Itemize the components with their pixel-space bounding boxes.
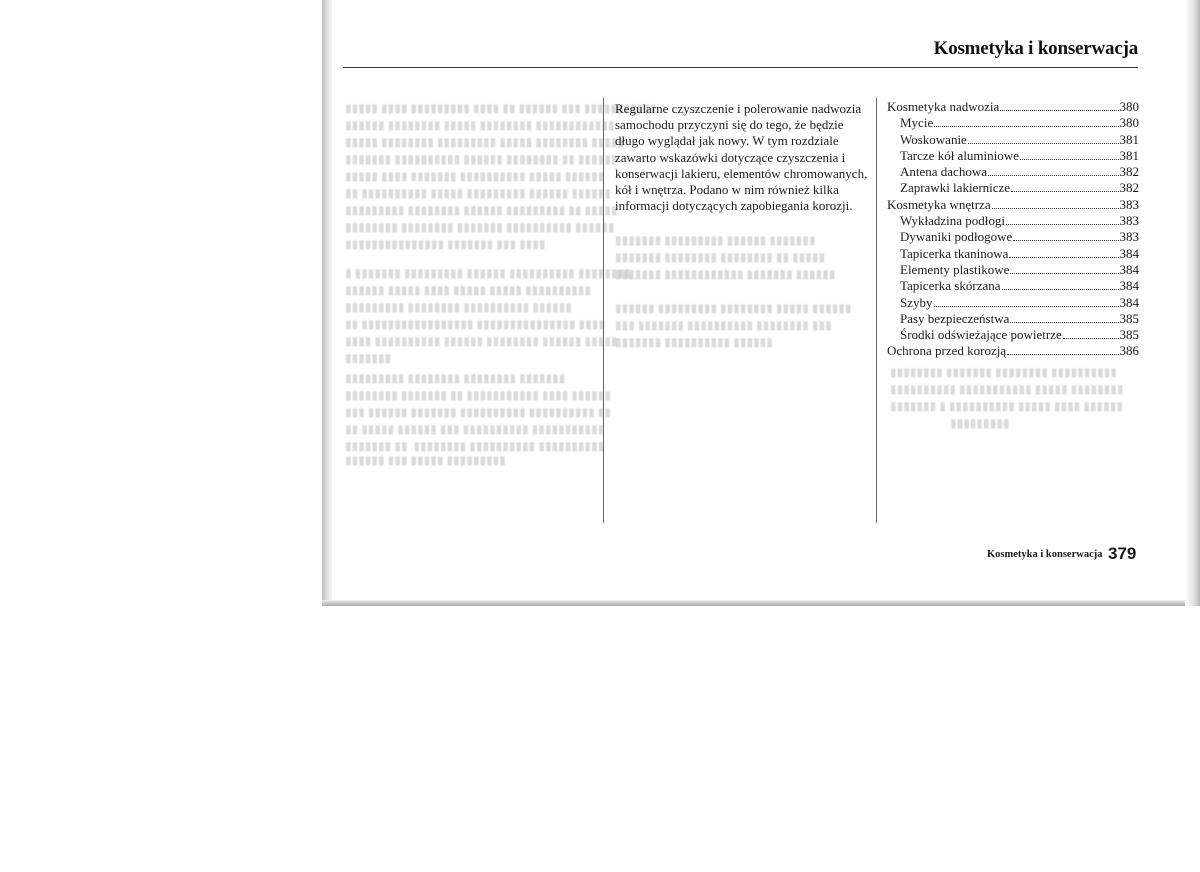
- toc-entry-label: Wykładzina podłogi: [900, 213, 1005, 229]
- toc-entry[interactable]: [887, 180, 1139, 196]
- toc-entry-label: Antena dachowa: [900, 164, 987, 180]
- page-number: 379: [1108, 544, 1137, 563]
- toc-leader-dots: [992, 208, 1119, 209]
- toc-entry[interactable]: [887, 311, 1139, 327]
- toc-entry-label: Elementy plastikowe: [900, 261, 1010, 277]
- toc-entry-page: 383: [1119, 213, 1139, 229]
- toc-entry[interactable]: [887, 99, 1139, 115]
- toc-entry-label: Zaprawki lakiernicze: [900, 180, 1011, 196]
- toc-leader-dots: [1009, 257, 1118, 258]
- toc-entry-page: 381: [1119, 131, 1139, 147]
- page-right-edge-shadow: [1185, 0, 1200, 606]
- toc-entry-page: 382: [1119, 164, 1139, 180]
- toc-leader-dots: [1007, 354, 1118, 355]
- toc-entry[interactable]: [887, 164, 1139, 180]
- toc-leader-dots: [934, 126, 1118, 127]
- toc-entry-page: 383: [1119, 196, 1139, 212]
- toc-entry-label: Pasy bezpieczeństwa: [900, 310, 1010, 326]
- toc-leader-dots: [1010, 322, 1118, 323]
- toc-entry-label: Dywaniki podłogowe: [900, 229, 1013, 245]
- toc-entry-page: 384: [1119, 294, 1139, 310]
- column-divider-left: [603, 98, 604, 523]
- toc-entry[interactable]: [887, 132, 1139, 148]
- toc-entry-page: 382: [1119, 180, 1139, 196]
- toc-entry[interactable]: [887, 148, 1139, 164]
- toc-entry-page: 385: [1119, 310, 1139, 326]
- toc-entry[interactable]: [887, 115, 1139, 131]
- toc-entry-page: 385: [1119, 327, 1139, 343]
- toc-entry-label: Szyby: [900, 294, 933, 310]
- toc-leader-dots: [1010, 273, 1118, 274]
- toc-entry-label: Kosmetyka nadwozia: [887, 99, 1000, 114]
- toc-entry-label: Mycie: [900, 115, 934, 131]
- toc-entry-label: Tapicerka tkaninowa: [900, 245, 1009, 261]
- toc-leader-dots: [1013, 240, 1118, 241]
- toc-entry-page: 386: [1119, 343, 1139, 359]
- toc-leader-dots: [988, 175, 1119, 176]
- toc-entry-page: 384: [1119, 261, 1139, 277]
- toc-entry[interactable]: [887, 213, 1139, 229]
- toc-leader-dots: [1006, 224, 1119, 225]
- toc-leader-dots: [1020, 159, 1119, 160]
- toc-entry-page: 383: [1119, 229, 1139, 245]
- toc-entry-label: Woskowanie: [900, 131, 967, 147]
- toc-leader-dots: [1063, 338, 1119, 339]
- toc-entry-label: Tarcze kół aluminiowe: [900, 147, 1019, 163]
- toc-entry-page: 380: [1119, 115, 1139, 131]
- toc-entry[interactable]: [887, 327, 1139, 343]
- toc-leader-dots: [968, 143, 1119, 144]
- toc-entry-page: 380: [1119, 99, 1139, 114]
- toc-entry[interactable]: [887, 197, 1139, 213]
- header-divider-line: [343, 67, 1138, 68]
- toc-entry[interactable]: [887, 295, 1139, 311]
- toc-entry-label: Tapicerka skórzana: [900, 278, 1001, 294]
- page-bottom-edge-shadow: [322, 600, 1200, 606]
- table-of-contents: [887, 99, 1139, 360]
- footer-section-title: Kosmetyka i konserwacja: [987, 549, 1103, 560]
- toc-entry-label: Środki odświeżające powietrze: [900, 327, 1062, 343]
- toc-entry[interactable]: [887, 278, 1139, 294]
- column-divider-right: [876, 98, 877, 523]
- intro-paragraph-block: [615, 101, 870, 214]
- toc-entry-label: Kosmetyka wnętrza: [887, 196, 991, 212]
- toc-entry-page: 381: [1119, 147, 1139, 163]
- toc-entry-label: Ochrona przed korozją: [887, 343, 1007, 359]
- toc-entry[interactable]: [887, 262, 1139, 278]
- toc-entry[interactable]: [887, 229, 1139, 245]
- page-left-edge-shadow: [322, 0, 332, 606]
- toc-leader-dots: [1002, 289, 1119, 290]
- page-header-title: Kosmetyka i konserwacja: [933, 38, 1138, 59]
- toc-leader-dots: [1000, 110, 1118, 111]
- toc-leader-dots: [934, 306, 1119, 307]
- intro-paragraph: Regularne czyszczenie i polerowanie nadwozia samochodu przyczyni się do tego, że będzie długo wyglądał jak nowy. W tym rozdziale zawarto wskazówki dotyczące czyszczenia i konserwacji lakieru, elementów chromowanych, kół i wnętrza. Podano w nim również kilka informacji dotyczących zapobiegania korozji.: [615, 101, 868, 214]
- toc-entry-page: 384: [1119, 278, 1139, 294]
- toc-entry[interactable]: [887, 246, 1139, 262]
- toc-leader-dots: [1011, 191, 1118, 192]
- toc-entry[interactable]: [887, 343, 1139, 359]
- toc-entry-page: 384: [1119, 245, 1139, 261]
